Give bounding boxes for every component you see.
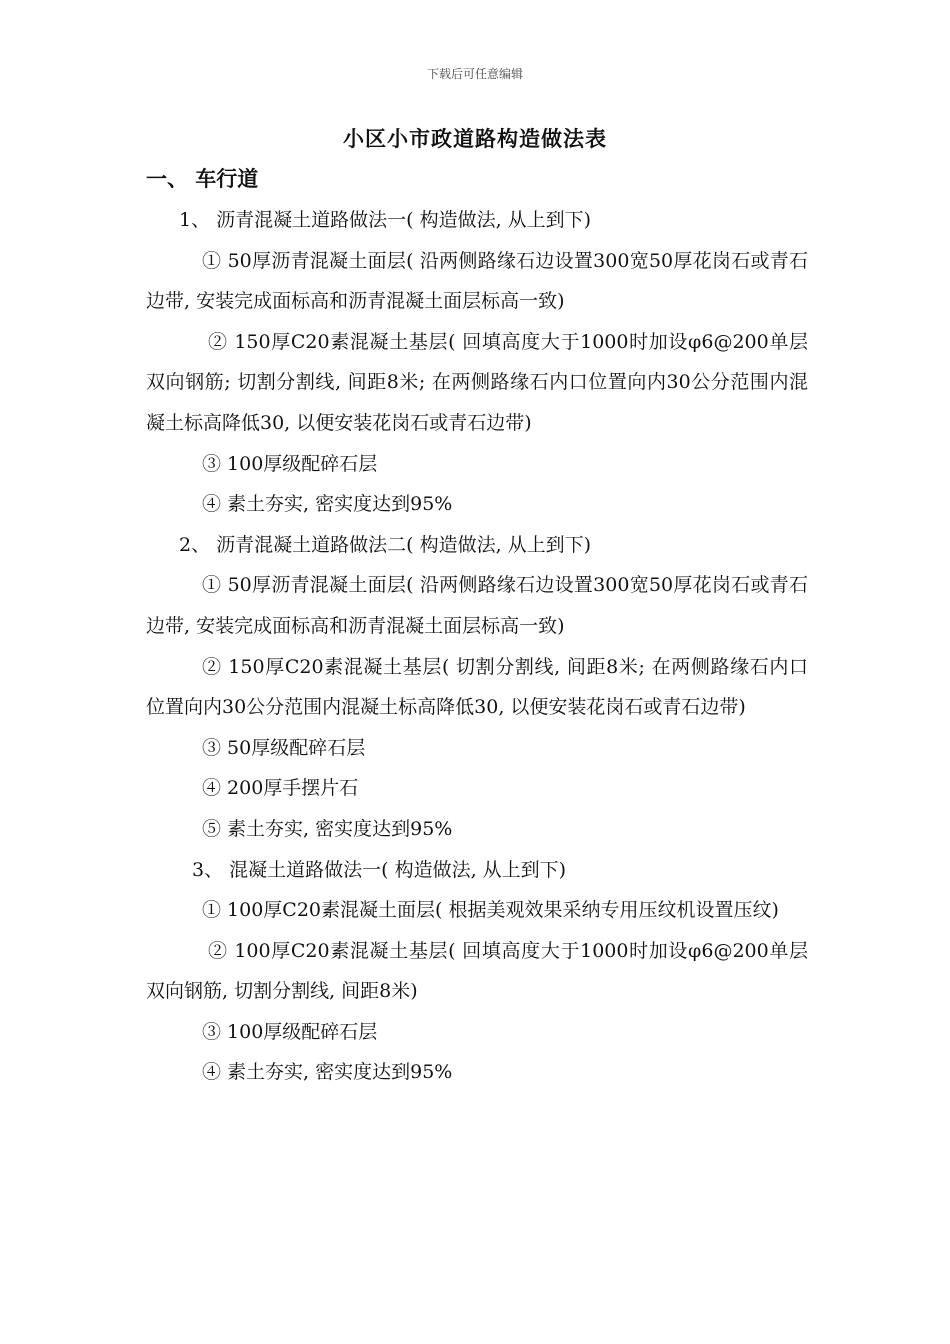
layer-item: ① 50厚沥青混凝土面层( 沿两侧路缘石边设置300宽50厚花岗石或青石边带, 安装完成面标高和沥青混凝土面层标高一致) — [146, 574, 808, 637]
layer-item: ④ 素土夯实, 密实度达到95% — [202, 493, 453, 516]
layer-item: ② 100厚C20素混凝土基层( 回填高度大于1000时加设φ6@200单层双向钢筋, 切割分割线, 间距8米) — [146, 939, 808, 1003]
layer-item: ② 150厚C20素混凝土基层( 回填高度大于1000时加设φ6@200单层双向钢筋; 切割分割线, 间距8米; 在两侧路缘石内口位置向内30公分范围内混凝土标高降低30, 以便安装花岗石或青石边带) — [146, 330, 808, 434]
section-heading: 一、 车行道 — [146, 166, 259, 191]
layer-item: ③ 100厚级配碎石层 — [202, 1020, 378, 1043]
layer-item: ③ 50厚级配碎石层 — [202, 736, 366, 759]
layer-item: ① 100厚C20素混凝土面层( 根据美观效果采纳专用压纹机设置压纹) — [202, 899, 779, 922]
layer-item: ④ 素土夯实, 密实度达到95% — [202, 1061, 453, 1084]
layer-item: ⑤ 素土夯实, 密实度达到95% — [202, 817, 453, 840]
method-heading-1: 1、 沥青混凝土道路做法一( 构造做法, 从上到下) — [179, 209, 592, 231]
method-heading-2: 2、 沥青混凝土道路做法二( 构造做法, 从上到下) — [179, 533, 592, 556]
page-header: 下载后可任意编辑 — [426, 67, 523, 81]
method-heading-3: 3、 混凝土道路做法一( 构造做法, 从上到下) — [192, 858, 567, 881]
document-body — [146, 200, 808, 1093]
document-title: 小区小市政道路构造做法表 — [343, 126, 607, 151]
layer-item: ① 50厚沥青混凝土面层( 沿两侧路缘石边设置300宽50厚花岗石或青石边带, 安装完成面标高和沥青混凝土面层标高一致) — [146, 249, 808, 313]
layer-item: ② 150厚C20素混凝土基层( 切割分割线, 间距8米; 在两侧路缘石内口位置向内30公分范围内混凝土标高降低30, 以便安装花岗石或青石边带) — [146, 655, 808, 719]
layer-item: ③ 100厚级配碎石层 — [202, 452, 378, 475]
layer-item: ④ 200厚手摆片石 — [202, 777, 359, 800]
